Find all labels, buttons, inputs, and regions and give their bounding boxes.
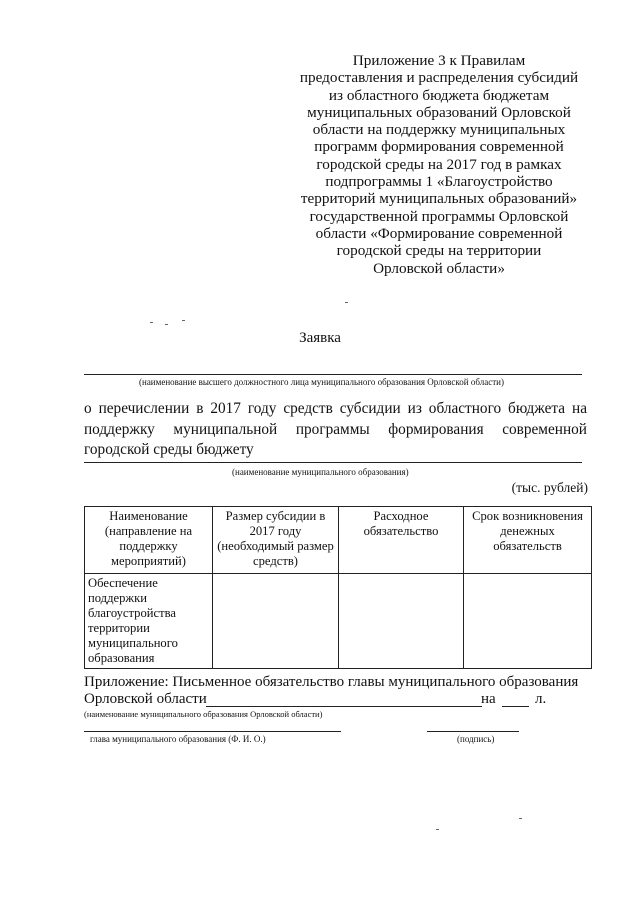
attachment-line-2: [84, 691, 590, 709]
appendix-heading-line: муниципальных образований Орловской: [307, 103, 571, 121]
request-body: [84, 399, 587, 461]
signature-caption: (подпись): [457, 734, 495, 744]
attachment-region-label: Орловской области: [84, 691, 207, 707]
signature-line[interactable]: [427, 731, 519, 732]
attachment-municipality-blank[interactable]: [206, 706, 482, 707]
attachment-on-label: на: [481, 691, 496, 707]
table-header-cell: Наименование (направление на поддержку мероприятий): [85, 507, 213, 574]
table-header-cell: Расходное обязательство: [339, 507, 464, 574]
appendix-heading-line: государственной программы Орловской: [309, 207, 569, 225]
appendix-heading-line: Орловской области»: [373, 259, 505, 277]
scan-speck: [182, 320, 185, 321]
scan-speck: [519, 818, 522, 819]
official-name-caption: (наименование высшего должностного лица муниципального образования Орловской области): [139, 377, 504, 387]
attachment-caption: (наименование муниципального образования Орловской области): [84, 709, 323, 719]
units-label: (тыс. рублей): [511, 480, 588, 495]
signatory-name-caption: глава муниципального образования (Ф. И. О.): [90, 734, 266, 744]
appendix-heading-line: городской среды на 2017 год в рамках: [316, 155, 562, 173]
appendix-heading-line: из областного бюджета бюджетам: [328, 86, 550, 104]
table-cell[interactable]: [213, 574, 339, 669]
appendix-heading-line: Приложение 3 к Правилам: [352, 52, 526, 69]
appendix-heading: [286, 52, 592, 277]
appendix-heading-line: области «Формирование современной: [315, 224, 563, 242]
attachment-line-1: Приложение: Письменное обязательство главы муниципального образования: [84, 674, 579, 690]
appendix-heading-line: области на поддержку муниципальных: [312, 121, 566, 139]
request-body-line: городской среды бюджету: [84, 441, 254, 458]
signatory-name-line[interactable]: [84, 731, 341, 732]
table-header-cell: Срок возникновения денежных обязательств: [464, 507, 592, 574]
table-header-row: [85, 507, 592, 574]
appendix-heading-line: предоставления и распределения субсидий: [299, 69, 579, 87]
municipality-name-caption: (наименование муниципального образования): [232, 467, 409, 477]
official-name-line[interactable]: [84, 374, 582, 375]
appendix-heading-line: территорий муниципальных образований»: [300, 190, 578, 208]
attachment-pages-blank[interactable]: [502, 706, 529, 707]
appendix-heading-line: городской среды на территории: [336, 242, 542, 260]
table-cell[interactable]: [464, 574, 592, 669]
scan-speck: [345, 302, 348, 303]
appendix-heading-line: подпрограммы 1 «Благоустройство: [325, 173, 553, 191]
appendix-heading-line: программ формирования современной: [314, 138, 564, 156]
scan-speck: [150, 322, 153, 323]
scan-speck: [165, 324, 168, 325]
table-row: [85, 574, 592, 669]
attachment-pages-label: л.: [535, 691, 547, 707]
request-body-line: о перечислении в 2017 году средств субсидии из областного бюджета на: [84, 400, 587, 417]
scan-speck: [436, 829, 439, 830]
attachment-section: [84, 674, 590, 709]
subsidy-table: [84, 506, 592, 669]
municipality-name-line[interactable]: [84, 462, 582, 463]
document-title: Заявка: [299, 330, 341, 346]
table-header-cell: Размер субсидии в 2017 году (необходимый размер средств): [213, 507, 339, 574]
table-cell[interactable]: [339, 574, 464, 669]
table-cell: Обеспечение поддержки благоустройства территории муниципального образования: [85, 574, 213, 669]
request-body-line: поддержку муниципальной программы формирования современной: [84, 420, 587, 438]
